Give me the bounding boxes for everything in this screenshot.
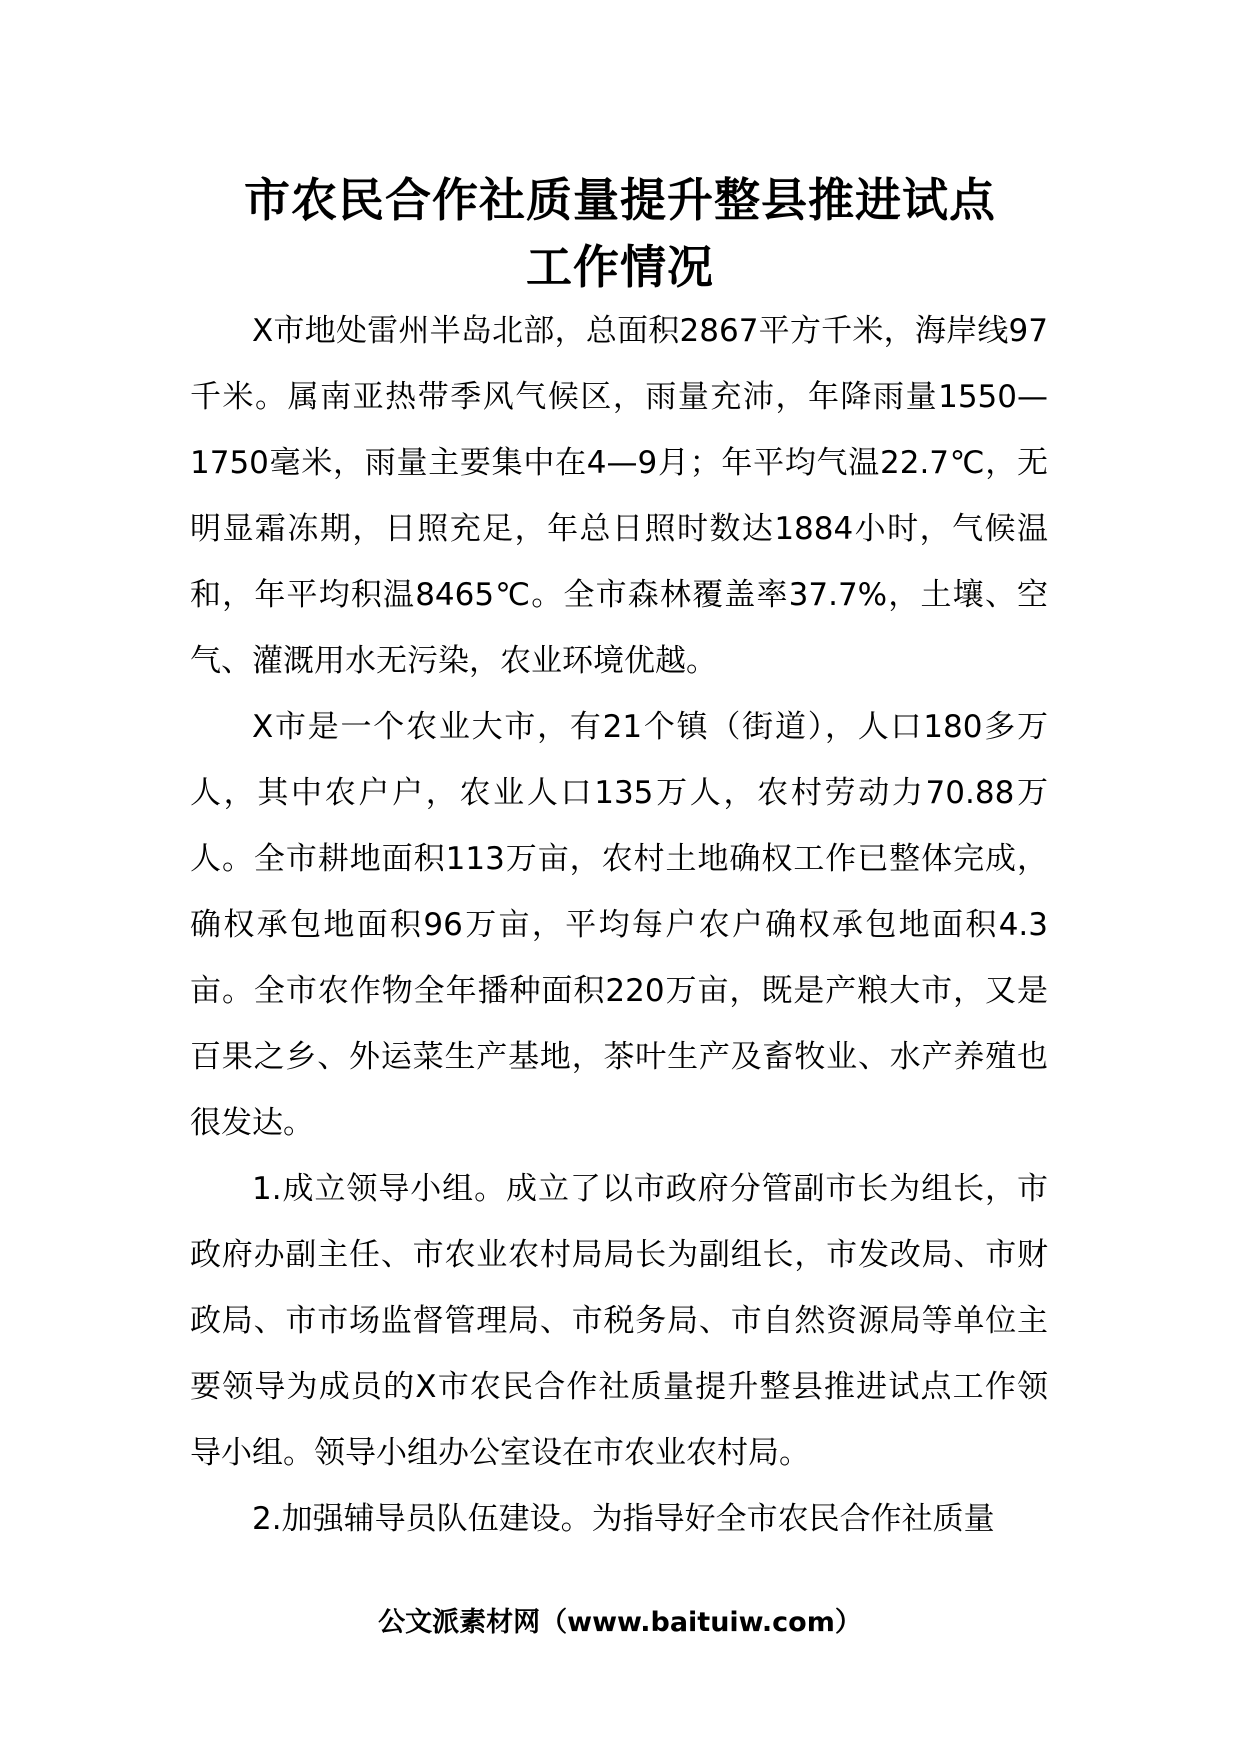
paragraph-leadership-group: 1.成立领导小组。成立了以市政府分管副市长为组长，市政府办副主任、市农业农村局局长为副组长，市发改局、市财政局、市市场监督管理局、市税务局、市自然资源局等单位主要领导为成员的X市农民合作社质量提升整县推进试点工作领导小组。领导小组办公室设在市农业农村局。 xyxy=(190,1171,1048,1471)
document-title-line-2: 工作情况 xyxy=(526,240,714,294)
paragraph-counselor-team: 2.加强辅导员队伍建设。为指导好全市农民合作社质量 xyxy=(252,1501,995,1537)
document-body xyxy=(190,298,1048,1552)
paragraph-agriculture: X市是一个农业大市，有21个镇（街道），人口180多万人，其中农户户，农业人口135万人，农村劳动力70.88万人。全市耕地面积113万亩，农村土地确权工作已整体完成，确权承包地面积96万亩，平均每户农户确权承包地面积4.3亩。全市农作物全年播种面积220万亩，既是产粮大市，又是百果之乡、外运菜生产基地，茶叶生产及畜牧业、水产养殖也很发达。 xyxy=(190,709,1048,1141)
paragraph-overview: X市地处雷州半岛北部，总面积2867平方千米，海岸线97千米。属南亚热带季风气候区，雨量充沛，年降雨量1550—1750毫米，雨量主要集中在4—9月；年平均气温22.7℃，无明显霜冻期，日照充足，年总日照时数达1884小时，气候温和，年平均积温8465℃。全市森林覆盖率37.7%，土壤、空气、灌溉用水无污染，农业环境优越。 xyxy=(190,313,1048,679)
footer-watermark: 公文派素材网（www.baituiw.com） xyxy=(378,1607,862,1638)
document-title-line-1: 市农民合作社质量提升整县推进试点 xyxy=(244,173,996,227)
